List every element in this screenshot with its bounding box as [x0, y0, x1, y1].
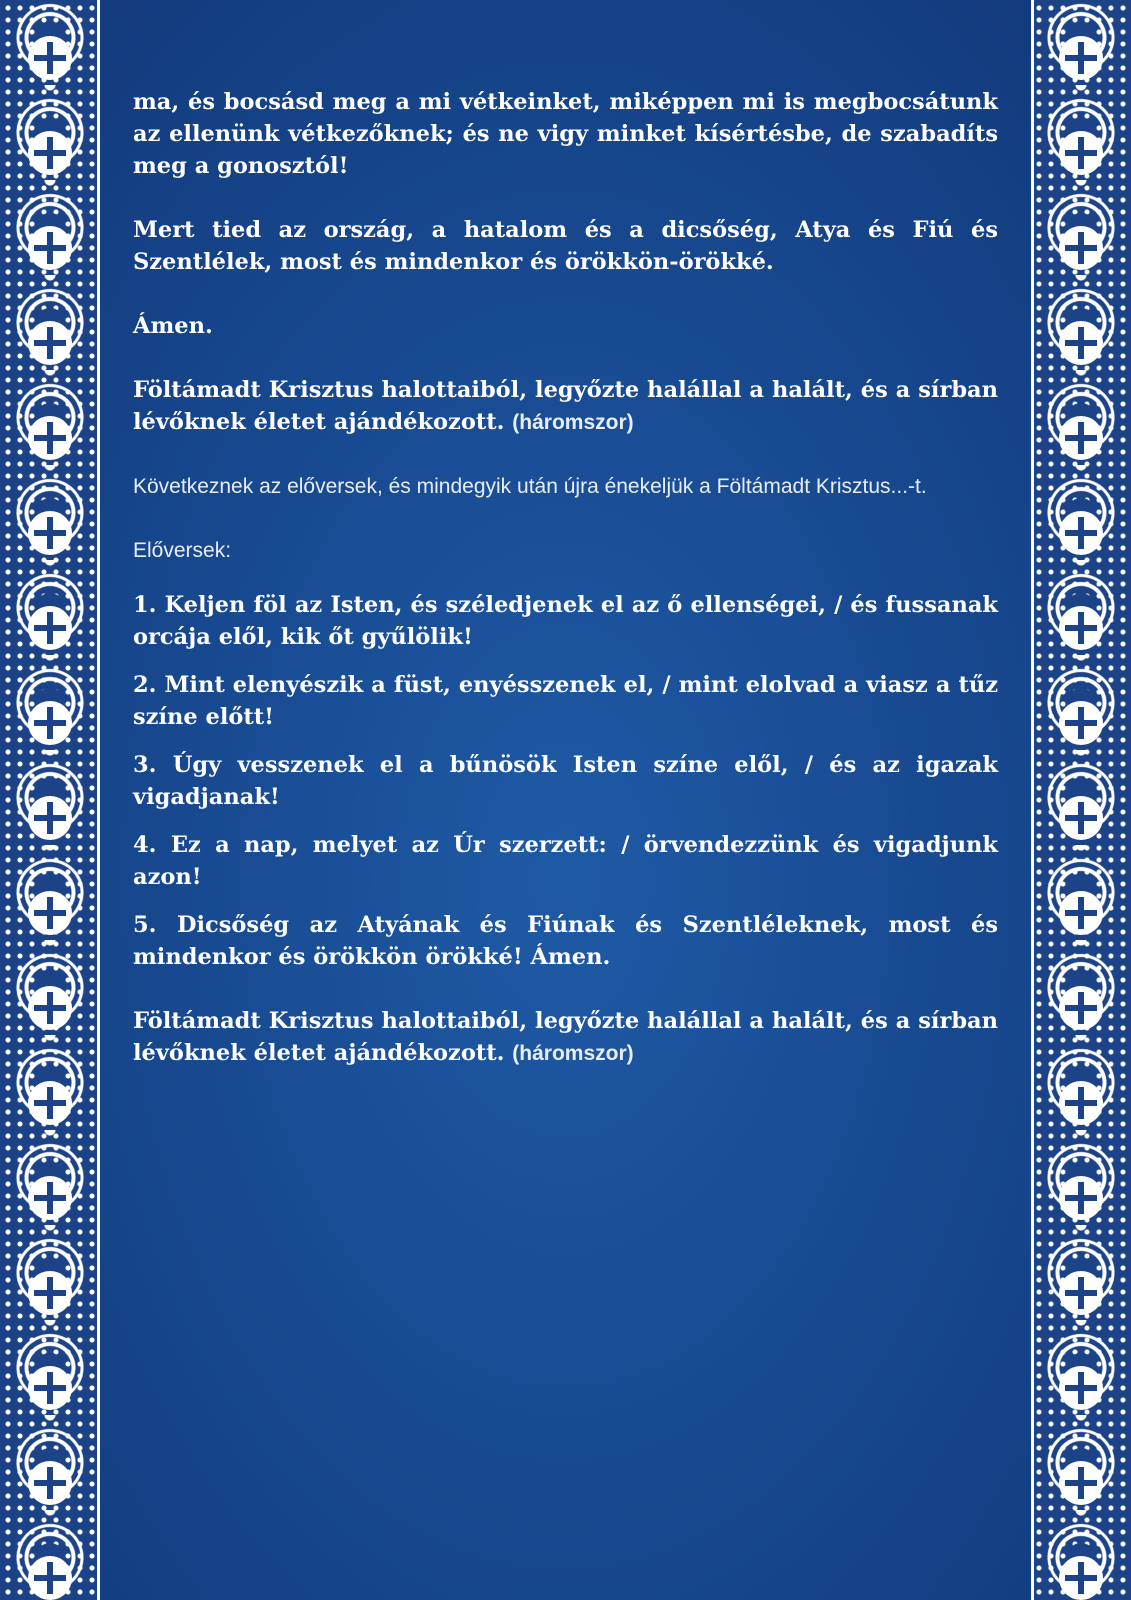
cross-medallion-icon [28, 1176, 72, 1220]
instruction-text: Következnek az előversek, és mindegyik után újra énekeljük a Föltámadt Krisztus...-t. [133, 475, 927, 498]
cross-medallion-icon [28, 606, 72, 650]
cross-medallion-icon [28, 796, 72, 840]
cross-medallion-icon [1059, 1556, 1103, 1600]
prayer-text [133, 86, 998, 1070]
cross-medallion-icon [1059, 1461, 1103, 1505]
verse-5: 5. Dicsőség az Atyának és Fiúnak és Szentléleknek, most és mindenkor és örökkön örökké! Ámen. [133, 912, 998, 970]
cross-medallion-icon [28, 1366, 72, 1410]
cross-medallion-icon [28, 321, 72, 365]
verse-3: 3. Úgy vesszenek el a bűnösök Isten színe elől, / és az igazak vigadjanak! [133, 752, 998, 810]
cross-medallion-icon [1059, 226, 1103, 270]
thrice-note: (háromszor) [512, 411, 634, 434]
cross-medallion-icon [1059, 416, 1103, 460]
verse-2: 2. Mint elenyészik a füst, enyésszenek el, / mint elolvad a viasz a tűz színe előtt! [133, 672, 998, 730]
amen: Ámen. [133, 313, 213, 339]
thrice-note-repeat: (háromszor) [512, 1042, 634, 1065]
troparion-paragraph-repeat [133, 1005, 998, 1070]
cross-medallion-icon [28, 226, 72, 270]
cross-medallion-icon [28, 986, 72, 1030]
cross-medallion-icon [1059, 1176, 1103, 1220]
cross-medallion-icon [1059, 1271, 1103, 1315]
cross-medallion-icon [1059, 701, 1103, 745]
verses-label: Előversek: [133, 539, 232, 562]
cross-medallion-icon [1059, 36, 1103, 80]
cross-medallion-icon [28, 1271, 72, 1315]
right-cross-column [1031, 0, 1131, 1600]
cross-medallion-icon [28, 1081, 72, 1125]
doxology: Mert tied az ország, a hatalom és a dicsőség, Atya és Fiú és Szentlélek, most és mindenkor és örökkön-örökké. [133, 217, 998, 275]
cross-medallion-icon [1059, 511, 1103, 555]
cross-medallion-icon [1059, 606, 1103, 650]
verse-1: 1. Keljen föl az Isten, és széledjenek el az ő ellenségei, / és fussanak orcája elől, kik őt gyűlölik! [133, 592, 998, 650]
cross-medallion-icon [28, 1556, 72, 1600]
troparion-text-repeat: Föltámadt Krisztus halottaiból, legyőzte halállal a halált, és a sírban lévőknek életet ajándékozott. [133, 1008, 998, 1066]
cross-medallion-icon [28, 131, 72, 175]
lords-prayer-ending: ma, és bocsásd meg a mi vétkeinket, miképpen mi is megbocsátunk az ellenünk vétkezőknek; és ne vigy minket kísértésbe, de szabadíts meg a gonosztól! [133, 89, 998, 179]
cross-medallion-icon [28, 1461, 72, 1505]
cross-medallion-icon [28, 416, 72, 460]
troparion-text: Föltámadt Krisztus halottaiból, legyőzte halállal a halált, és a sírban lévőknek életet ajándékozott. [133, 377, 998, 435]
cross-medallion-icon [1059, 131, 1103, 175]
cross-medallion-icon [1059, 321, 1103, 365]
cross-medallion-icon [1059, 986, 1103, 1030]
troparion-paragraph [133, 374, 998, 439]
left-cross-column [0, 0, 100, 1600]
cross-medallion-icon [1059, 1081, 1103, 1125]
cross-medallion-icon [28, 36, 72, 80]
cross-medallion-icon [28, 511, 72, 555]
cross-medallion-icon [28, 891, 72, 935]
cross-medallion-icon [1059, 891, 1103, 935]
verse-4: 4. Ez a nap, melyet az Úr szerzett: / örvendezzünk és vigadjunk azon! [133, 832, 998, 890]
cross-medallion-icon [1059, 796, 1103, 840]
cross-medallion-icon [1059, 1366, 1103, 1410]
cross-medallion-icon [28, 701, 72, 745]
